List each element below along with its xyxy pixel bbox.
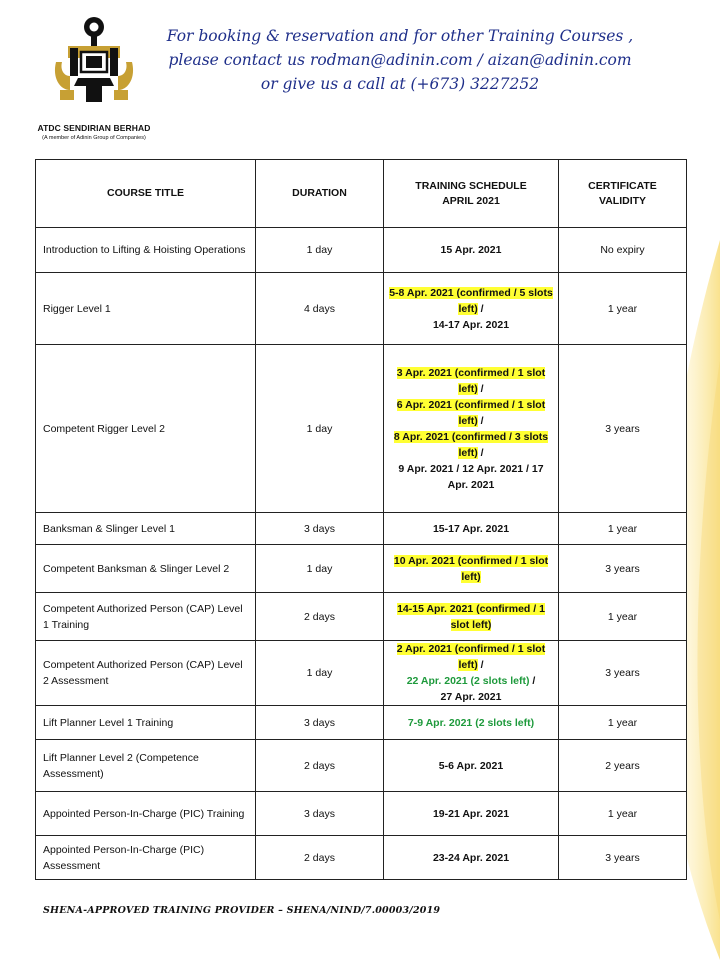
validity-cell: 1 year — [559, 706, 687, 740]
course-title-cell: Introduction to Lifting & Hoisting Operations — [36, 228, 256, 273]
schedule-cell — [384, 792, 559, 836]
schedule-entry: 2 Apr. 2021 (confirmed / 1 slot left) — [396, 643, 546, 671]
table-row — [36, 740, 687, 792]
course-title-cell: Appointed Person-In-Charge (PIC) Assessment — [36, 836, 256, 880]
table-header-row — [36, 160, 687, 228]
table-row — [36, 792, 687, 836]
schedule-entry: 10 Apr. 2021 (confirmed / 1 slot left) — [393, 554, 549, 583]
validity-cell: 3 years — [559, 641, 687, 706]
course-title-cell: Lift Planner Level 2 (Competence Assessment) — [36, 740, 256, 792]
duration-cell: 2 days — [256, 740, 384, 792]
contact-line-1: For booking & reservation and for other Training Courses , — [166, 27, 634, 45]
contact-info — [160, 24, 640, 96]
course-title-cell: Banksman & Slinger Level 1 — [36, 513, 256, 545]
schedule-cell — [384, 836, 559, 880]
validity-cell: 2 years — [559, 740, 687, 792]
course-title-cell: Competent Authorized Person (CAP) Level 2 Assessment — [36, 641, 256, 706]
schedule-cell — [384, 273, 559, 345]
schedule-separator: / — [477, 446, 484, 459]
header-course-title: COURSE TITLE — [36, 160, 256, 228]
contact-line-3: or give us a call at (+673) 3227252 — [260, 75, 540, 93]
course-title-cell: Lift Planner Level 1 Training — [36, 706, 256, 740]
duration-cell: 1 day — [256, 345, 384, 513]
table-row — [36, 593, 687, 641]
schedule-separator: / — [477, 659, 484, 671]
table-row — [36, 836, 687, 880]
course-title-cell: Competent Authorized Person (CAP) Level 1 Training — [36, 593, 256, 641]
duration-cell: 1 day — [256, 228, 384, 273]
schedule-entry: 23-24 Apr. 2021 — [432, 851, 510, 864]
schedule-separator: / — [477, 414, 484, 427]
validity-cell: 1 year — [559, 792, 687, 836]
schedule-entry: 3 Apr. 2021 (confirmed / 1 slot left) — [396, 366, 546, 395]
schedule-entry: 6 Apr. 2021 (confirmed / 1 slot left) — [396, 398, 546, 427]
table-row — [36, 706, 687, 740]
table-row — [36, 345, 687, 513]
validity-cell: 1 year — [559, 593, 687, 641]
course-title-cell: Competent Banksman & Slinger Level 2 — [36, 545, 256, 593]
duration-cell: 1 day — [256, 545, 384, 593]
schedule-cell — [384, 513, 559, 545]
validity-cell: 3 years — [559, 836, 687, 880]
company-logo — [32, 16, 156, 144]
duration-cell: 4 days — [256, 273, 384, 345]
schedule-entry: 14-17 Apr. 2021 — [432, 318, 510, 331]
schedule-cell — [384, 740, 559, 792]
duration-cell: 3 days — [256, 792, 384, 836]
schedule-separator: / — [529, 675, 536, 687]
schedule-entry: 5-8 Apr. 2021 (confirmed / 5 slots left) — [389, 286, 553, 315]
table-row — [36, 513, 687, 545]
duration-cell: 1 day — [256, 641, 384, 706]
schedule-entry: 19-21 Apr. 2021 — [432, 807, 510, 820]
table-row — [36, 641, 687, 706]
schedule-entry: 8 Apr. 2021 (confirmed / 3 slots left) — [393, 430, 549, 459]
training-schedule-table — [35, 159, 687, 880]
schedule-entry: 15-17 Apr. 2021 — [432, 522, 510, 535]
schedule-cell — [384, 706, 559, 740]
header-certificate-validity: CERTIFICATE VALIDITY — [559, 160, 687, 228]
schedule-entry: 5-6 Apr. 2021 — [438, 759, 504, 772]
table-row — [36, 228, 687, 273]
schedule-entry: 7-9 Apr. 2021 (2 slots left) — [407, 716, 535, 729]
schedule-cell — [384, 545, 559, 593]
schedule-cell — [384, 228, 559, 273]
schedule-entry: 14-15 Apr. 2021 (confirmed / 1 slot left) — [397, 602, 545, 631]
schedule-entry: 15 Apr. 2021 — [440, 244, 502, 256]
company-tagline: (A member of Adinin Group of Companies) — [42, 135, 146, 141]
footer-approval-text: SHENA-APPROVED TRAINING PROVIDER – SHENA/NIND/7.00003/2019 — [43, 905, 441, 916]
schedule-cell — [384, 641, 559, 706]
schedule-cell — [384, 593, 559, 641]
company-name: ATDC SENDIRIAN BERHAD — [37, 123, 151, 133]
table-row — [36, 273, 687, 345]
validity-cell: 1 year — [559, 513, 687, 545]
course-title-cell: Competent Rigger Level 2 — [36, 345, 256, 513]
duration-cell: 2 days — [256, 593, 384, 641]
duration-cell: 3 days — [256, 706, 384, 740]
validity-cell: No expiry — [559, 228, 687, 273]
course-title-cell: Rigger Level 1 — [36, 273, 256, 345]
validity-cell: 1 year — [559, 273, 687, 345]
schedule-separator: / — [477, 382, 484, 395]
schedule-entry: 27 Apr. 2021 — [440, 691, 502, 703]
schedule-entry: 22 Apr. 2021 (2 slots left) — [406, 675, 530, 687]
header-duration: DURATION — [256, 160, 384, 228]
course-title-cell: Appointed Person-In-Charge (PIC) Training — [36, 792, 256, 836]
table-row — [36, 545, 687, 593]
schedule-cell — [384, 345, 559, 513]
schedule-entry: 9 Apr. 2021 / 12 Apr. 2021 / 17 Apr. 2021 — [398, 462, 544, 491]
header-training-schedule: TRAINING SCHEDULE APRIL 2021 — [384, 160, 559, 228]
schedule-separator: / — [477, 302, 484, 315]
validity-cell: 3 years — [559, 345, 687, 513]
duration-cell: 3 days — [256, 513, 384, 545]
company-emblem-icon — [48, 16, 140, 106]
duration-cell: 2 days — [256, 836, 384, 880]
contact-line-2: please contact us rodman@adinin.com / aizan@adinin.com — [168, 51, 632, 69]
validity-cell: 3 years — [559, 545, 687, 593]
